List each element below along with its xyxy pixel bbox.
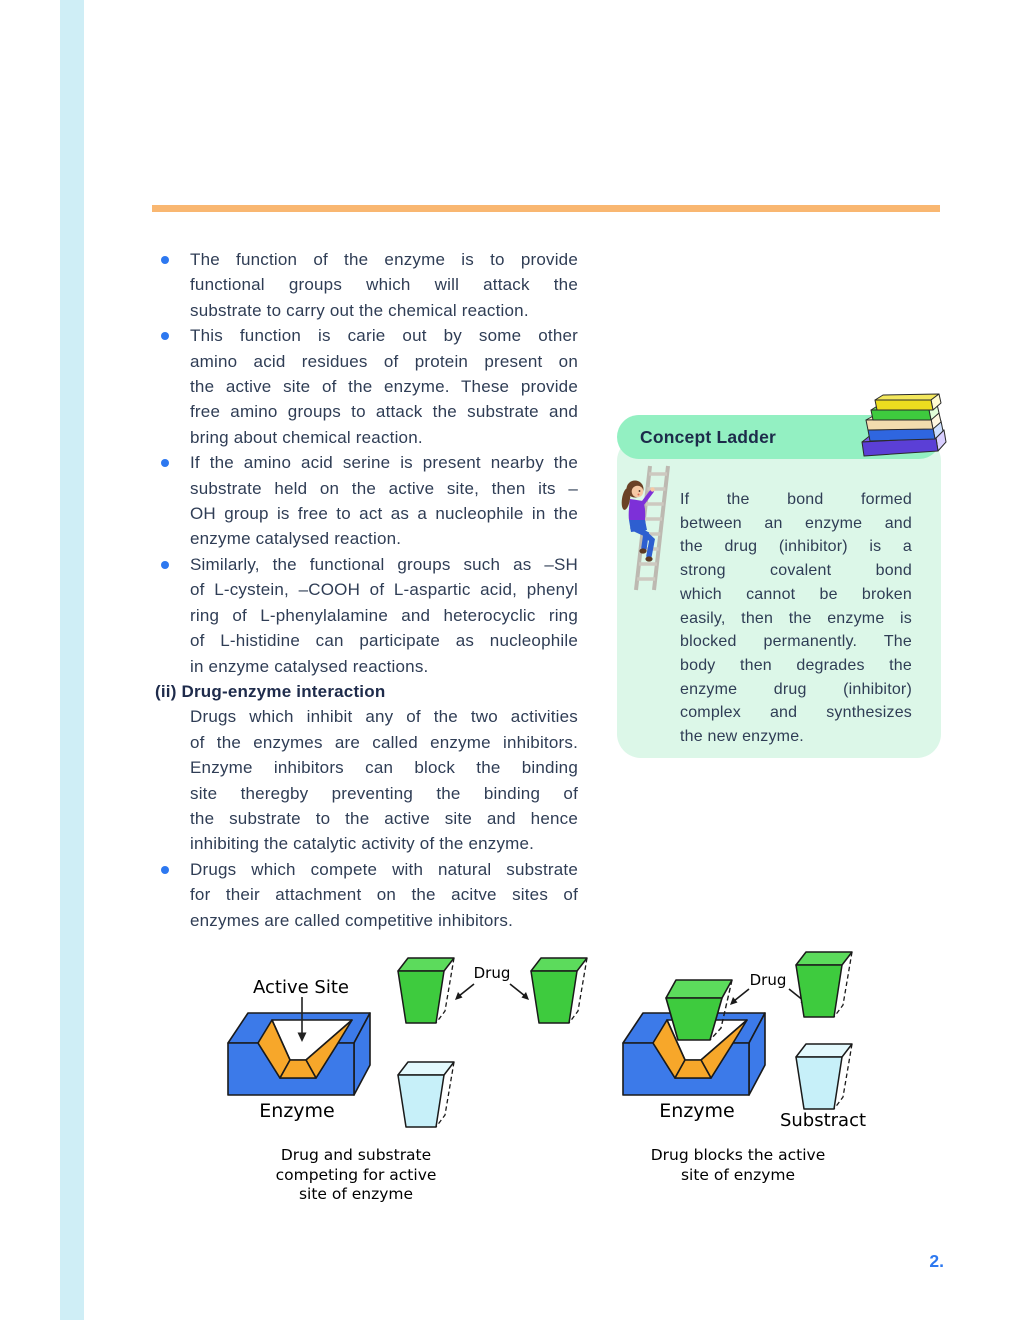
text-line: This function is carie out by some other [190,326,578,346]
section-heading: (ii) Drug-enzyme interaction [155,681,386,701]
text-line: substrate held on the active site, then its – [190,478,578,498]
bullet-gutter [152,552,190,679]
figure-caption-left [266,1146,446,1205]
text-line: enzyme catalysed reaction. [190,529,402,549]
enzyme-diagram-left [226,996,376,1100]
text-line: of L-cystein, –COOH of L-aspartic acid, phenyl [190,580,578,600]
text-line: of the enzymes are called enzyme inhibitors. [190,732,578,752]
text-line: enzyme drug (inhibitor) [680,680,912,698]
item-text [190,552,578,679]
bullet-gutter [152,323,190,450]
bullet-gutter [152,857,190,933]
text-line: enzymes are called competitive inhibitors. [190,910,514,930]
text-line: Enzyme inhibitors can block the binding [190,758,578,778]
substrate-shape [396,1059,458,1131]
drug-shape [794,949,856,1021]
drug-label-left: Drug [473,964,511,982]
text-line: Drug and substrate [280,1146,432,1164]
text-line: ring of L-phenylalamine and heterocyclic ring [190,605,578,625]
text-line: substrate to carry out the chemical reaction. [190,300,529,320]
arrow-to-drug-icon [727,986,751,1008]
text-line: for their attachment on the acitve sites of [190,885,578,905]
text-line: functional groups which will attack the [190,275,578,295]
bullet-dot [161,866,169,874]
concept-ladder-title: Concept Ladder [640,426,777,447]
bullet-gutter [152,450,190,552]
bullet-dot [161,332,169,340]
paragraph-item [152,704,578,856]
item-text [190,450,578,552]
drug-shape [396,955,458,1027]
text-line: Drug blocks the active [650,1146,826,1164]
text-line: the active site of the enzyme. These provide [190,377,578,397]
bullet-item [152,247,578,323]
text-line: the drug (inhibitor) is a [680,538,912,556]
bullet-gutter [152,704,190,856]
bullet-item [152,323,578,450]
bullet-dot [161,256,169,264]
text-line: site theregby preventing the binding of [190,783,578,803]
page-number: 2. [929,1251,944,1271]
text-line: If the bond formed [680,491,912,508]
text-line: OH group is free to act as a nucleophile in the [190,504,578,524]
text-line: complex and synthesizes [680,704,912,722]
concept-ladder-box [617,415,941,758]
drug-label-right: Drug [749,971,787,989]
books-stack-icon [856,385,948,461]
text-line: which cannot be broken [680,585,912,603]
bullet-item [152,450,578,552]
item-text [190,704,578,856]
text-line: Drugs which inhibit any of the two activities [190,707,578,727]
text-line: competing for active [275,1165,437,1184]
figure-caption-right [640,1146,836,1185]
text-line: inhibiting the catalytic activity of the enzyme. [190,834,535,854]
top-orange-rule [152,205,940,212]
text-line: Similarly, the functional groups such as –SH [190,554,578,574]
text-line: in enzyme catalysed reactions. [190,656,429,676]
substrate-shape [794,1041,856,1113]
text-line: easily, then the enzyme is [680,609,912,627]
active-site-label: Active Site [253,977,349,998]
bullet-item [152,552,578,679]
drug-shape [529,955,591,1027]
text-line: bring about chemical reaction. [190,427,423,447]
text-line: body then degrades the [680,656,912,674]
text-line: amino acid residues of protein present on [190,351,578,371]
text-line: between an enzyme and [680,514,912,532]
text-line: the substrate to the active site and hence [190,808,578,828]
bullet-dot [161,459,169,467]
text-line: blocked permanently. The [680,633,912,651]
text-line: strong covalent bond [680,562,912,580]
item-text [190,247,578,323]
text-line: free amino groups to attack the substrate and [190,402,578,422]
arrow-to-drug-icon [452,981,476,1003]
item-text [190,323,578,450]
substrate-label: Substract [779,1110,867,1131]
left-margin-stripe [60,0,84,1320]
content-items [152,247,578,933]
bullet-gutter [152,247,190,323]
text-line: the new enzyme. [680,728,804,746]
enzyme-label-right: Enzyme [659,1100,735,1122]
text-line: If the amino acid serine is present nearby the [190,453,578,473]
text-line: site of enzyme [680,1165,796,1184]
text-line: The function of the enzyme is to provide [190,250,578,269]
bullet-dot [161,561,169,569]
text-line: of L-histidine can participate as nucleophile [190,631,578,651]
item-text [190,857,578,933]
enzyme-label-left: Enzyme [259,1100,335,1122]
bullet-item [152,857,578,933]
concept-ladder-text [680,488,912,749]
text-line: Drugs which compete with natural substrate [190,859,578,879]
text-line: site of enzyme [298,1185,414,1203]
girl-climbing-ladder-icon [619,464,673,592]
